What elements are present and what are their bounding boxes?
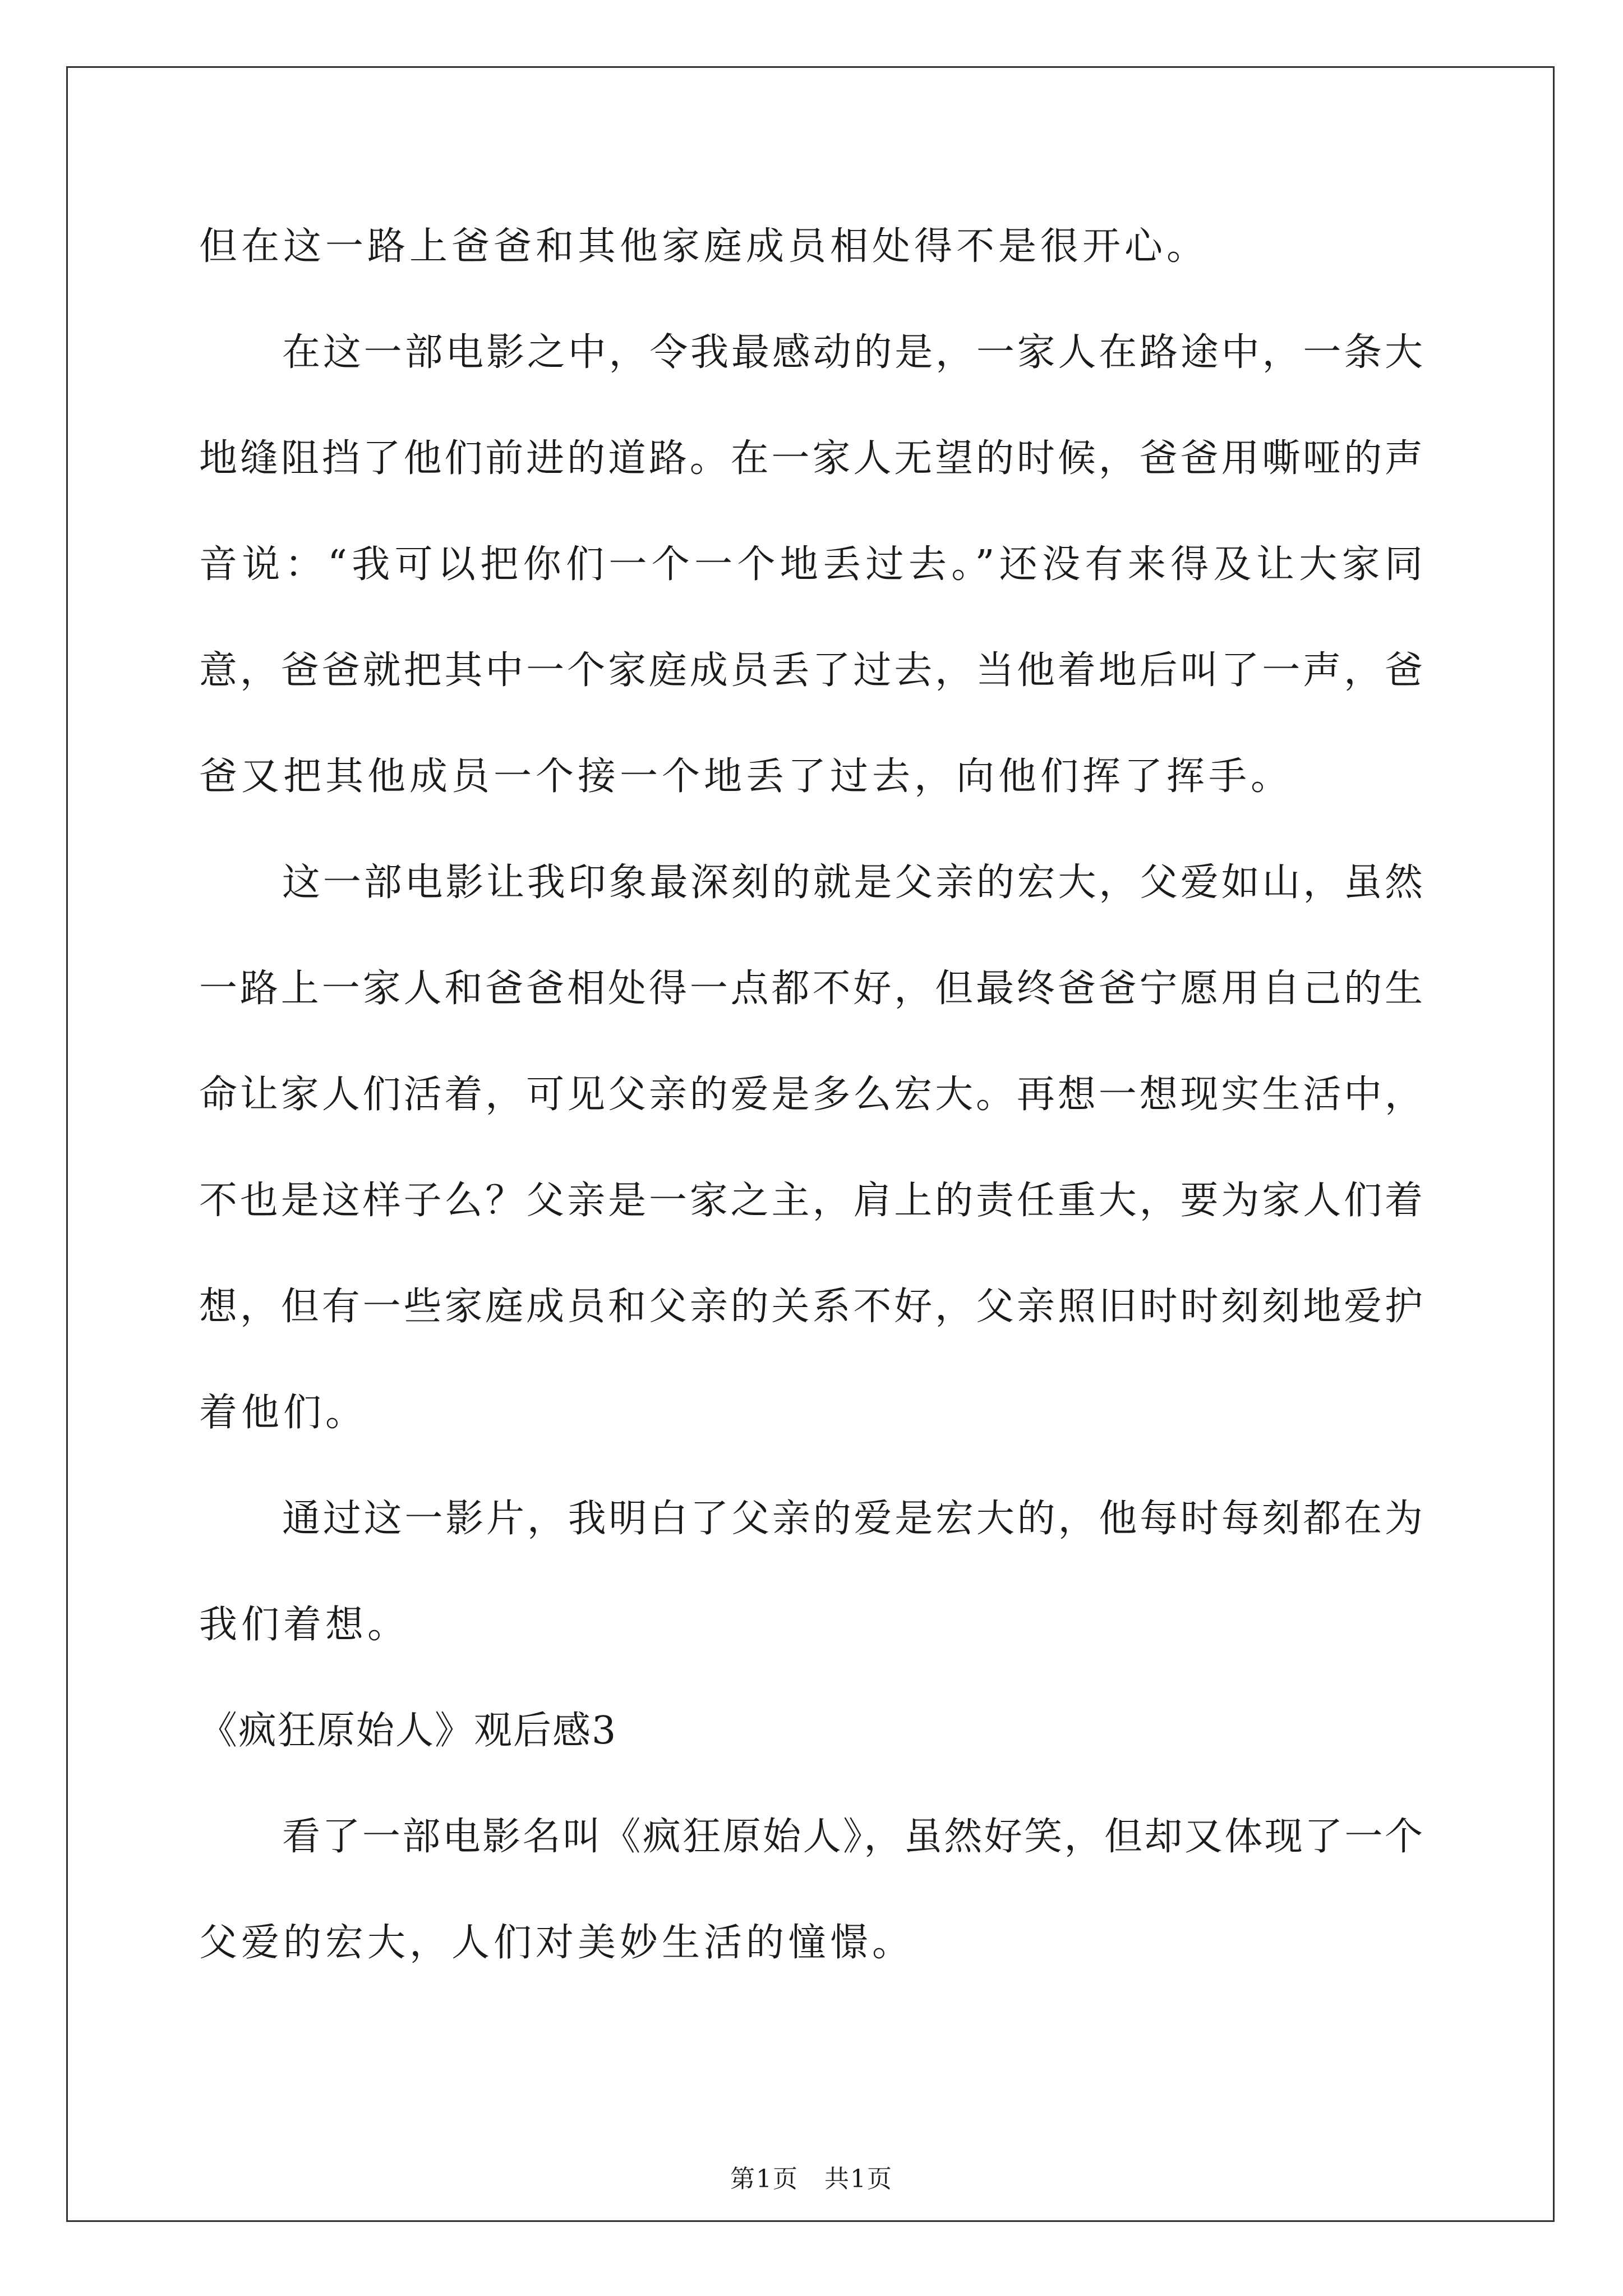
- text-line: 想，但有一些家庭成员和父亲的关系不好，父亲照旧时时刻刻地爱护: [199, 1285, 1423, 1329]
- text-line: 通过这一影片，我明白了父亲的爱是宏大的，他每时每刻都在为: [282, 1497, 1423, 1541]
- text-line: 着他们。: [199, 1391, 368, 1435]
- text-line: 爸又把其他成员一个接一个地丢了过去，向他们挥了挥手。: [199, 754, 1293, 799]
- text-line: 音说：“我可以把你们一个一个地丢过去。”还没有来得及让大家同: [199, 542, 1423, 587]
- text-line: 意，爸爸就把其中一个家庭成员丢了过去，当他着地后叫了一声，爸: [199, 648, 1423, 693]
- text-line: 命让家人们活着，可见父亲的爱是多么宏大。再想一想现实生活中，: [199, 1073, 1423, 1117]
- text-line: 我们着想。: [199, 1603, 410, 1647]
- text-line: 这一部电影让我印象最深刻的就是父亲的宏大，父爱如山，虽然: [282, 861, 1423, 905]
- text-line: 不也是这样子么？父亲是一家之主，肩上的责任重大，要为家人们着: [199, 1179, 1423, 1223]
- text-line: 看了一部电影名叫《疯狂原始人》，虽然好笑，但却又体现了一个: [282, 1815, 1423, 1859]
- section-heading: 《疯狂原始人》观后感3: [199, 1709, 617, 1753]
- text-line: 地缝阻挡了他们前进的道路。在一家人无望的时候，爸爸用嘶哑的声: [199, 436, 1423, 481]
- text-line: 在这一部电影之中，令我最感动的是，一家人在路途中，一条大: [282, 330, 1423, 375]
- text-line: 但在这一路上爸爸和其他家庭成员相处得不是很开心。: [199, 224, 1209, 269]
- text-line: 一路上一家人和爸爸相处得一点都不好，但最终爸爸宁愿用自己的生: [199, 967, 1423, 1011]
- text-line: 父爱的宏大，人们对美妙生活的憧憬。: [199, 1921, 915, 1965]
- document-body: [199, 222, 1423, 2024]
- page-footer: 第1页 共1页: [730, 2165, 893, 2193]
